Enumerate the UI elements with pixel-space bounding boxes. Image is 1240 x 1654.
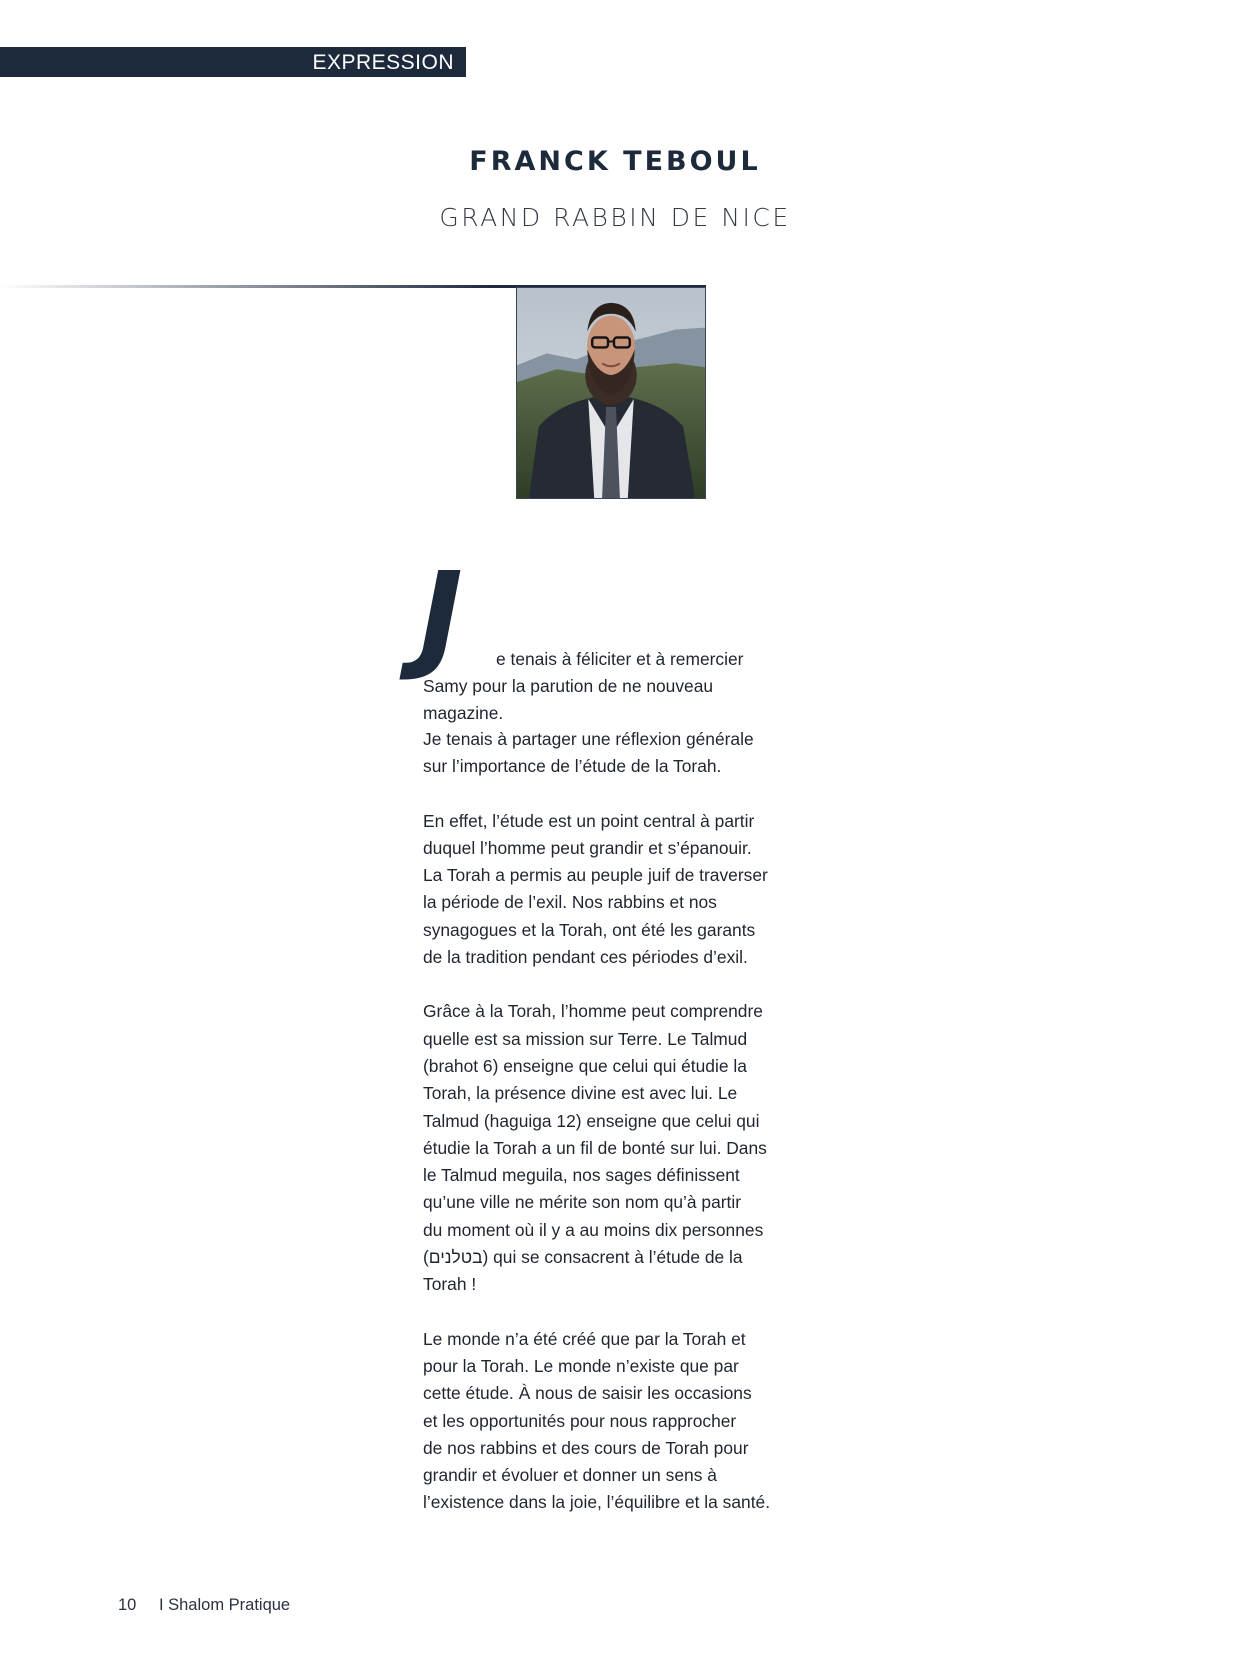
- section-header-bar: [0, 47, 466, 77]
- author-name: FRANCK TEBOUL: [469, 146, 761, 177]
- article-paragraph: Je tenais à partager une réflexion générale sur l’importance de l’étude de la Torah.: [423, 729, 754, 777]
- drop-cap: J: [419, 546, 463, 684]
- article-paragraph: En effet, l’étude est un point central à partir duquel l’homme peut grandir et s’épanouir. La Torah a permis au peuple juif de traverser la période de l’exil. Nos rabbins et nos synagogues et la Torah, ont été les garants de la tradition pendant ces périodes d’exil.: [423, 810, 768, 968]
- author-role: GRAND RABBIN DE NICE: [439, 203, 791, 232]
- section-label: EXPRESSION: [312, 51, 454, 74]
- article-first-paragraph: [419, 546, 803, 726]
- author-portrait-photo: [516, 287, 706, 499]
- publication-name: I Shalom Pratique: [158, 1596, 291, 1614]
- first-paragraph-first-line: e tenais à féliciter et à remercier: [496, 649, 744, 669]
- first-paragraph-rest: Samy pour la parution de ne nouveau magazine.: [423, 676, 714, 724]
- page-footer: [118, 1596, 290, 1615]
- article-paragraph: Le monde n’a été créé que par la Torah et pour la Torah. Le monde n’existe que par cette étude. À nous de saisir les occasions et les opportunités pour nous rapprocher de nos rabbins et des cours de Torah pour grandir et évoluer et donner un sens à l’existence dans la joie, l’équilibre et la santé.: [423, 1328, 771, 1513]
- article-body: [419, 546, 803, 1544]
- article-paragraph: Grâce à la Torah, l’homme peut comprendre quelle est sa mission sur Terre. Le Talmud (brahot 6) enseigne que celui qui étudie la Torah, la présence divine est avec lui. Le Talmud (haguiga 12) enseigne que celui qui étudie la Torah a un fil de bonté sur lui. Dans le Talmud meguila, nos sages définissent qu’une ville ne mérite son nom qu’à partir du moment où il y a au moins dix personnes (בטלנים) qui se consacrent à l’étude de la Torah !: [423, 1001, 767, 1295]
- page-number: 10: [118, 1596, 137, 1614]
